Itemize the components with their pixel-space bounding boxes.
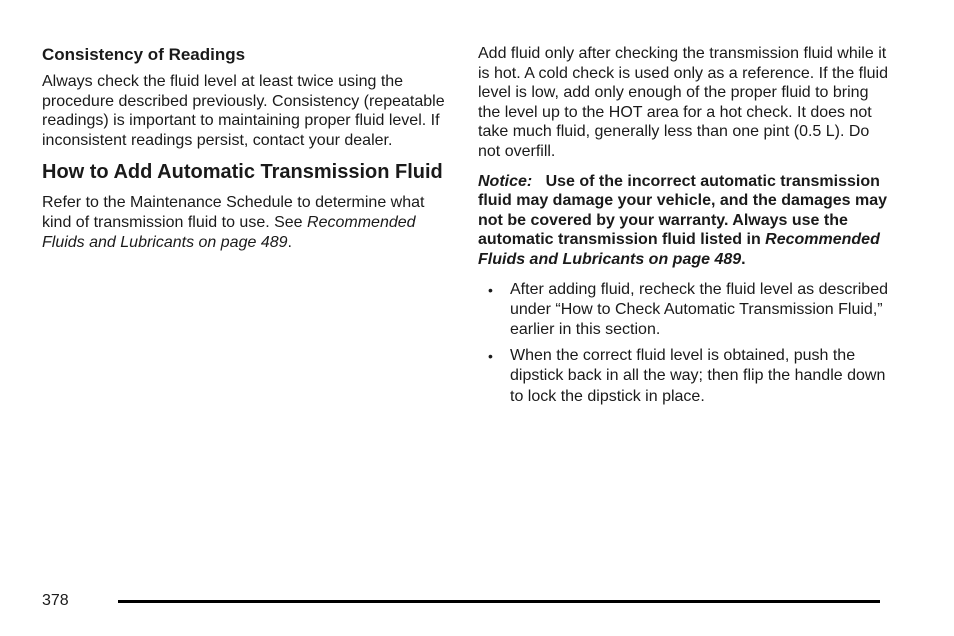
notice-end: . <box>741 250 746 268</box>
add-fluid-instructions: Add fluid only after checking the transmission fluid while it is hot. A cold check is used only as a reference. If the fluid level is low, add only enough of the proper fluid to bring the level up to the HOT area for a hot check. It does not take much fluid, generally less than one pint (0.5 L). Do not overfill. <box>478 45 889 160</box>
bullet-icon: • <box>488 347 493 364</box>
notice-reference: Recommended Fluids and Lubricants on page 489 <box>478 231 880 268</box>
add-fluid-paragraph <box>42 193 452 252</box>
list-item-text: After adding fluid, recheck the fluid level as described under “How to Check Automatic Transmission Fluid,” earlier in this section. <box>510 280 888 339</box>
bullet-icon: • <box>488 281 493 298</box>
add-fluid-text: Refer to the Maintenance Schedule to determine what kind of transmission fluid to use. See <box>42 194 425 231</box>
page-number: 378 <box>42 592 69 609</box>
list-item-text: When the correct fluid level is obtained, push the dipstick back in all the way; then flip the handle down to lock the dipstick in place. <box>510 346 886 405</box>
footer-rule <box>118 600 880 603</box>
bullet-list <box>478 280 890 407</box>
consistency-paragraph: Always check the fluid level at least twice using the procedure described previously. Consistency (repeatable readings) is important to maintaining proper fluid level. If inconsistent readings persist, contact your dealer. <box>42 73 445 149</box>
fluids-reference-link: Recommended Fluids and Lubricants on page 489 <box>42 213 416 251</box>
section-heading-consistency: Consistency of Readings <box>42 45 246 64</box>
notice-text: Use of the incorrect automatic transmission fluid may damage your vehicle, and the damages may not be covered by your warranty. Always use the automatic transmission fluid listed in <box>478 172 888 249</box>
notice-block <box>478 172 890 270</box>
list-item <box>478 280 890 341</box>
list-item <box>478 346 890 407</box>
section-heading-add-fluid: How to Add Automatic Transmission Fluid <box>42 161 443 184</box>
notice-label: Notice: <box>478 172 533 190</box>
add-fluid-end: . <box>287 233 292 251</box>
left-column <box>42 44 452 262</box>
right-column <box>478 44 890 412</box>
